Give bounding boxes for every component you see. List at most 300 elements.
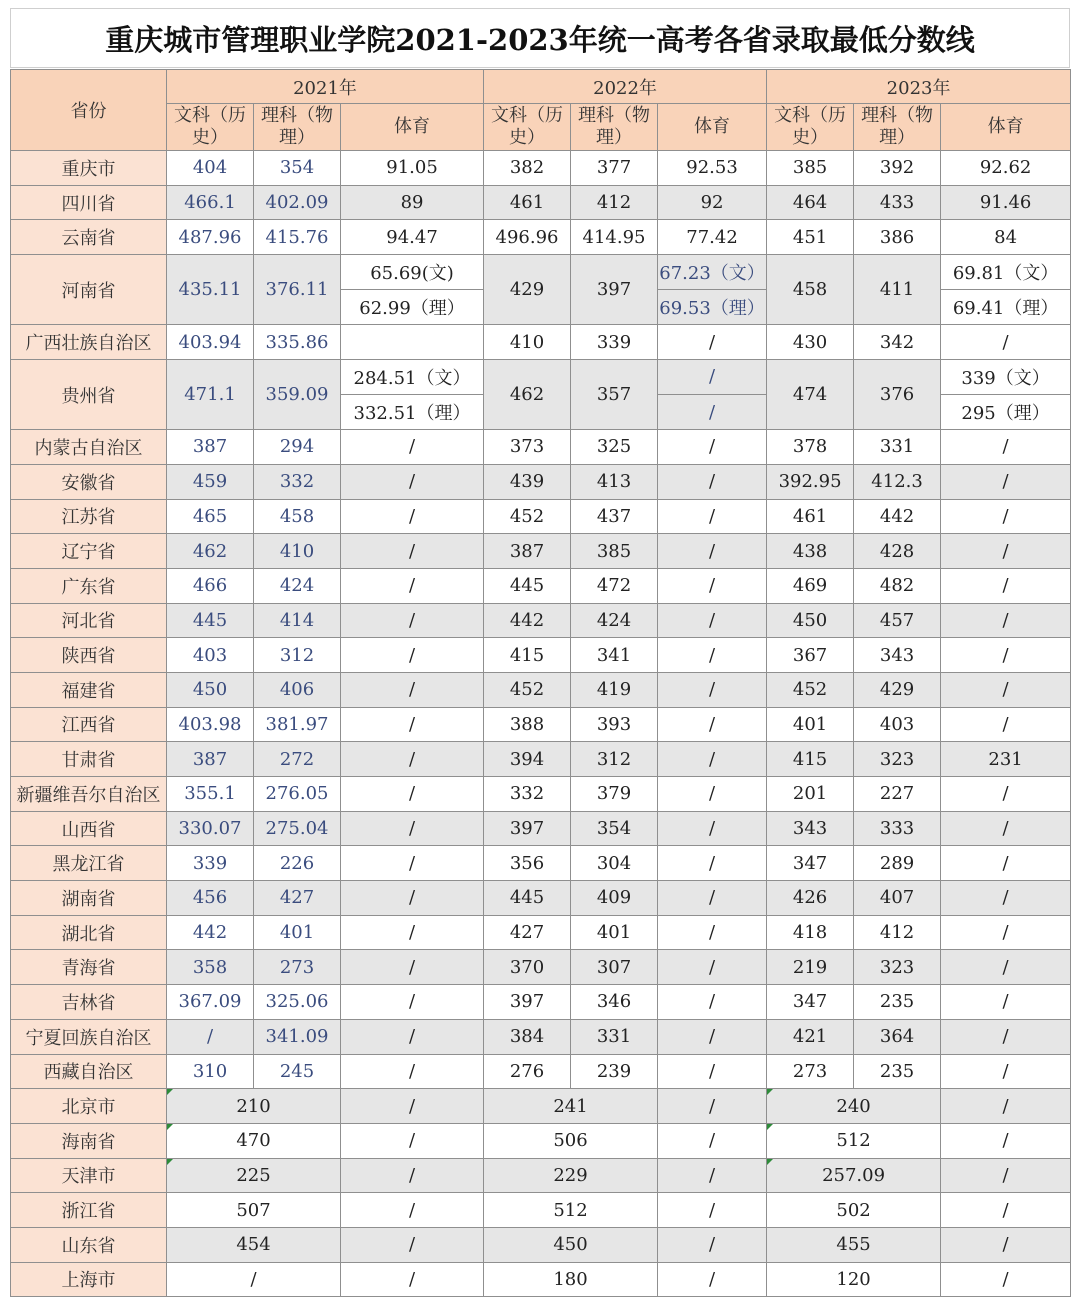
table-row — [11, 464, 1071, 499]
score-cell: 454 — [167, 1227, 341, 1262]
score-cell: 373 — [484, 430, 571, 465]
score-cell: 397 — [484, 985, 571, 1020]
score-cell: / — [341, 1158, 484, 1193]
score-cell: 471.1 — [167, 359, 254, 429]
score-cell: 414.95 — [571, 220, 658, 255]
score-cell: / — [658, 603, 767, 638]
province-cell: 江西省 — [11, 707, 167, 742]
score-cell: 455 — [767, 1227, 941, 1262]
score-cell: / — [658, 534, 767, 569]
score-cell: 339 — [167, 846, 254, 881]
score-cell: 457 — [854, 603, 941, 638]
score-cell: 69.41（理） — [941, 290, 1071, 325]
score-cell: / — [341, 534, 484, 569]
score-cell: 415 — [767, 742, 854, 777]
score-cell: 412 — [571, 185, 658, 220]
score-cell: 376.11 — [254, 255, 341, 325]
table-row — [11, 1227, 1071, 1262]
score-cell: 331 — [571, 1019, 658, 1054]
score-cell: 404 — [167, 151, 254, 186]
header-ty-2023: 体育 — [941, 104, 1071, 151]
score-cell: 451 — [767, 220, 854, 255]
score-cell: 370 — [484, 950, 571, 985]
score-cell: 330.07 — [167, 811, 254, 846]
score-cell: 227 — [854, 777, 941, 812]
table-row — [11, 1089, 1071, 1124]
province-cell: 贵州省 — [11, 359, 167, 429]
score-cell: 512 — [484, 1193, 658, 1228]
score-cell: / — [341, 1019, 484, 1054]
score-cell: 392.95 — [767, 464, 854, 499]
score-cell: 312 — [571, 742, 658, 777]
score-cell: 323 — [854, 950, 941, 985]
score-cell: 339 — [571, 325, 658, 360]
score-cell: 356 — [484, 846, 571, 881]
score-cell: / — [658, 464, 767, 499]
score-cell: 69.53（理） — [658, 290, 767, 325]
score-cell: / — [658, 811, 767, 846]
score-cell: / — [941, 707, 1071, 742]
score-cell: 464 — [767, 185, 854, 220]
score-cell: 437 — [571, 499, 658, 534]
table-row — [11, 638, 1071, 673]
score-cell: 429 — [854, 672, 941, 707]
score-cell: 403.94 — [167, 325, 254, 360]
score-cell: 241 — [484, 1089, 658, 1124]
score-cell: 466.1 — [167, 185, 254, 220]
province-cell: 山西省 — [11, 811, 167, 846]
score-cell: 229 — [484, 1158, 658, 1193]
score-cell: 240 — [767, 1089, 941, 1124]
score-cell: / — [941, 325, 1071, 360]
score-cell: 428 — [854, 534, 941, 569]
province-cell: 江苏省 — [11, 499, 167, 534]
score-cell: 67.23（文） — [658, 255, 767, 290]
score-cell: 332.51（理） — [341, 395, 484, 430]
province-cell: 山东省 — [11, 1227, 167, 1262]
score-cell: / — [658, 881, 767, 916]
score-cell: 257.09 — [767, 1158, 941, 1193]
score-cell: 384 — [484, 1019, 571, 1054]
score-cell: / — [941, 603, 1071, 638]
table-row — [11, 1158, 1071, 1193]
province-cell: 河南省 — [11, 255, 167, 325]
score-cell: 470 — [167, 1123, 341, 1158]
table-row — [11, 1123, 1071, 1158]
header-wen-2023: 文科（历史） — [767, 104, 854, 151]
table-row — [11, 777, 1071, 812]
table-row — [11, 255, 1071, 290]
score-cell: 379 — [571, 777, 658, 812]
score-cell: 458 — [767, 255, 854, 325]
score-cell: 325 — [571, 430, 658, 465]
province-cell: 云南省 — [11, 220, 167, 255]
province-cell: 湖北省 — [11, 915, 167, 950]
score-cell: 367.09 — [167, 985, 254, 1020]
score-cell: / — [167, 1019, 254, 1054]
score-cell: / — [658, 1054, 767, 1089]
score-cell: 506 — [484, 1123, 658, 1158]
score-cell: 382 — [484, 151, 571, 186]
score-cell: 354 — [571, 811, 658, 846]
score-cell: 426 — [767, 881, 854, 916]
score-cell: / — [658, 430, 767, 465]
score-cell: 487.96 — [167, 220, 254, 255]
score-cell: / — [341, 499, 484, 534]
score-cell: 347 — [767, 985, 854, 1020]
province-cell: 吉林省 — [11, 985, 167, 1020]
score-cell: / — [658, 1227, 767, 1262]
score-cell: 325.06 — [254, 985, 341, 1020]
score-cell: 502 — [767, 1193, 941, 1228]
score-cell: / — [941, 1262, 1071, 1297]
score-cell: 367 — [767, 638, 854, 673]
table-row — [11, 707, 1071, 742]
score-cell: 342 — [854, 325, 941, 360]
score-cell: / — [941, 1019, 1071, 1054]
score-cell: 335.86 — [254, 325, 341, 360]
score-cell: / — [941, 534, 1071, 569]
score-cell: / — [658, 672, 767, 707]
table-row — [11, 359, 1071, 394]
score-cell: 403.98 — [167, 707, 254, 742]
table-row — [11, 742, 1071, 777]
score-cell: 387 — [167, 742, 254, 777]
score-cell: 332 — [484, 777, 571, 812]
score-cell: 94.47 — [341, 220, 484, 255]
table-row — [11, 220, 1071, 255]
score-cell: / — [658, 325, 767, 360]
score-cell: 452 — [484, 499, 571, 534]
score-cell: 452 — [767, 672, 854, 707]
score-cell: / — [658, 846, 767, 881]
province-cell: 湖南省 — [11, 881, 167, 916]
header-wen-2022: 文科（历史） — [484, 104, 571, 151]
score-cell: 339（文） — [941, 359, 1071, 394]
score-cell: / — [341, 707, 484, 742]
score-cell: / — [341, 777, 484, 812]
score-cell: / — [658, 359, 767, 394]
province-cell: 重庆市 — [11, 151, 167, 186]
score-cell: / — [658, 1262, 767, 1297]
province-cell: 甘肃省 — [11, 742, 167, 777]
score-cell: 415.76 — [254, 220, 341, 255]
score-cell: / — [658, 777, 767, 812]
score-cell: / — [341, 811, 484, 846]
score-cell: 62.99（理） — [341, 290, 484, 325]
score-cell: 385 — [767, 151, 854, 186]
score-cell: 439 — [484, 464, 571, 499]
score-cell: 275.04 — [254, 811, 341, 846]
score-cell: / — [658, 638, 767, 673]
province-cell: 西藏自治区 — [11, 1054, 167, 1089]
table-row — [11, 846, 1071, 881]
page-title: 重庆城市管理职业学院2021-2023年统一高考各省录取最低分数线 — [10, 8, 1070, 68]
table-row — [11, 985, 1071, 1020]
score-cell: 407 — [854, 881, 941, 916]
score-cell: / — [341, 915, 484, 950]
score-cell: / — [658, 1123, 767, 1158]
province-cell: 黑龙江省 — [11, 846, 167, 881]
score-cell: 419 — [571, 672, 658, 707]
score-cell: 402.09 — [254, 185, 341, 220]
score-cell: 364 — [854, 1019, 941, 1054]
score-cell: 347 — [767, 846, 854, 881]
score-cell: / — [941, 1054, 1071, 1089]
score-cell: 273 — [254, 950, 341, 985]
score-cell: / — [341, 464, 484, 499]
score-cell: 307 — [571, 950, 658, 985]
score-cell: / — [658, 707, 767, 742]
province-cell: 河北省 — [11, 603, 167, 638]
score-cell: 450 — [767, 603, 854, 638]
score-cell: 442 — [854, 499, 941, 534]
score-cell: 424 — [571, 603, 658, 638]
score-cell: / — [341, 985, 484, 1020]
score-cell: 304 — [571, 846, 658, 881]
score-cell: 92.62 — [941, 151, 1071, 186]
score-cell: 496.96 — [484, 220, 571, 255]
table-row — [11, 811, 1071, 846]
score-cell: 245 — [254, 1054, 341, 1089]
score-cell: / — [941, 568, 1071, 603]
score-cell: 414 — [254, 603, 341, 638]
score-cell: 459 — [167, 464, 254, 499]
score-cell: 469 — [767, 568, 854, 603]
score-cell: 410 — [484, 325, 571, 360]
score-cell: 445 — [484, 881, 571, 916]
header-year-2021: 2021年 — [167, 70, 484, 104]
score-cell: / — [941, 672, 1071, 707]
score-cell: 442 — [484, 603, 571, 638]
score-cell: / — [341, 846, 484, 881]
score-cell: 412.3 — [854, 464, 941, 499]
province-cell: 宁夏回族自治区 — [11, 1019, 167, 1054]
score-cell: 84 — [941, 220, 1071, 255]
score-cell: 210 — [167, 1089, 341, 1124]
province-cell: 四川省 — [11, 185, 167, 220]
score-cell: 418 — [767, 915, 854, 950]
table-row — [11, 672, 1071, 707]
score-cell: / — [658, 985, 767, 1020]
score-cell: 239 — [571, 1054, 658, 1089]
table-row — [11, 430, 1071, 465]
table-row — [11, 881, 1071, 916]
province-cell: 广西壮族自治区 — [11, 325, 167, 360]
score-cell: 461 — [484, 185, 571, 220]
score-cell: / — [941, 881, 1071, 916]
score-cell: 180 — [484, 1262, 658, 1297]
header-li-2022: 理科（物理） — [571, 104, 658, 151]
table-row — [11, 1019, 1071, 1054]
score-cell: / — [341, 950, 484, 985]
header-li-2023: 理科（物理） — [854, 104, 941, 151]
score-cell: / — [941, 985, 1071, 1020]
header-ty-2021: 体育 — [341, 104, 484, 151]
score-cell: 421 — [767, 1019, 854, 1054]
score-cell: 91.46 — [941, 185, 1071, 220]
province-cell: 广东省 — [11, 568, 167, 603]
score-cell: 235 — [854, 1054, 941, 1089]
score-cell: / — [658, 742, 767, 777]
score-cell: 430 — [767, 325, 854, 360]
score-cell: 387 — [484, 534, 571, 569]
header-province: 省份 — [11, 70, 167, 151]
score-cell: / — [658, 1158, 767, 1193]
score-cell: 397 — [484, 811, 571, 846]
table-row — [11, 185, 1071, 220]
table-row — [11, 915, 1071, 950]
score-cell: / — [941, 430, 1071, 465]
province-cell: 浙江省 — [11, 1193, 167, 1228]
header-year-2022: 2022年 — [484, 70, 767, 104]
score-cell: / — [341, 1089, 484, 1124]
province-cell: 安徽省 — [11, 464, 167, 499]
score-cell: 394 — [484, 742, 571, 777]
province-cell: 青海省 — [11, 950, 167, 985]
score-cell: / — [941, 499, 1071, 534]
admission-score-table — [10, 69, 1071, 1297]
score-cell: 312 — [254, 638, 341, 673]
score-cell: 427 — [484, 915, 571, 950]
score-cell: 289 — [854, 846, 941, 881]
score-cell: 450 — [484, 1227, 658, 1262]
score-cell: 354 — [254, 151, 341, 186]
table-row — [11, 499, 1071, 534]
header-year-2023: 2023年 — [767, 70, 1071, 104]
table-row — [11, 534, 1071, 569]
score-cell: 231 — [941, 742, 1071, 777]
score-cell: / — [341, 638, 484, 673]
score-cell: 226 — [254, 846, 341, 881]
score-cell: / — [341, 1054, 484, 1089]
province-cell: 海南省 — [11, 1123, 167, 1158]
score-cell: 77.42 — [658, 220, 767, 255]
score-cell — [341, 325, 484, 360]
score-cell: / — [658, 1019, 767, 1054]
score-cell: 466 — [167, 568, 254, 603]
province-cell: 上海市 — [11, 1262, 167, 1297]
header-wen-2021: 文科（历史） — [167, 104, 254, 151]
score-cell: 403 — [167, 638, 254, 673]
score-cell: / — [341, 1123, 484, 1158]
score-cell: 409 — [571, 881, 658, 916]
score-cell: 438 — [767, 534, 854, 569]
score-cell: 393 — [571, 707, 658, 742]
score-cell: 294 — [254, 430, 341, 465]
score-cell: / — [941, 846, 1071, 881]
score-cell: / — [941, 915, 1071, 950]
score-cell: / — [658, 950, 767, 985]
score-cell: / — [658, 499, 767, 534]
score-cell: 512 — [767, 1123, 941, 1158]
score-cell: / — [658, 1089, 767, 1124]
score-cell: / — [941, 464, 1071, 499]
score-cell: 403 — [854, 707, 941, 742]
score-cell: 474 — [767, 359, 854, 429]
score-cell: / — [941, 638, 1071, 673]
score-cell: 346 — [571, 985, 658, 1020]
score-cell: 92.53 — [658, 151, 767, 186]
score-cell: 89 — [341, 185, 484, 220]
table-row — [11, 950, 1071, 985]
score-cell: 91.05 — [341, 151, 484, 186]
score-cell: 359.09 — [254, 359, 341, 429]
score-cell: 120 — [767, 1262, 941, 1297]
score-cell: 445 — [167, 603, 254, 638]
score-cell: / — [941, 1158, 1071, 1193]
score-cell: 276.05 — [254, 777, 341, 812]
score-cell: 410 — [254, 534, 341, 569]
score-cell: / — [941, 811, 1071, 846]
score-cell: / — [658, 1193, 767, 1228]
score-cell: 415 — [484, 638, 571, 673]
score-cell: 462 — [484, 359, 571, 429]
score-cell: 343 — [767, 811, 854, 846]
score-cell: 401 — [767, 707, 854, 742]
score-cell: 276 — [484, 1054, 571, 1089]
score-cell: 341.09 — [254, 1019, 341, 1054]
score-cell: 427 — [254, 881, 341, 916]
score-cell: 272 — [254, 742, 341, 777]
score-cell: 357 — [571, 359, 658, 429]
score-cell: 411 — [854, 255, 941, 325]
score-cell: 458 — [254, 499, 341, 534]
score-cell: / — [341, 1262, 484, 1297]
score-cell: / — [167, 1262, 341, 1297]
score-cell: / — [341, 881, 484, 916]
score-cell: 392 — [854, 151, 941, 186]
score-cell: 235 — [854, 985, 941, 1020]
score-cell: / — [341, 568, 484, 603]
score-cell: 461 — [767, 499, 854, 534]
score-cell: / — [341, 672, 484, 707]
score-cell: 433 — [854, 185, 941, 220]
score-cell: / — [941, 1193, 1071, 1228]
score-cell: / — [341, 1193, 484, 1228]
score-cell: 507 — [167, 1193, 341, 1228]
score-cell: 65.69(文) — [341, 255, 484, 290]
score-cell: 376 — [854, 359, 941, 429]
score-cell: / — [941, 777, 1071, 812]
score-cell: 201 — [767, 777, 854, 812]
score-cell: 442 — [167, 915, 254, 950]
score-cell: 429 — [484, 255, 571, 325]
score-cell: / — [341, 742, 484, 777]
score-cell: 412 — [854, 915, 941, 950]
score-cell: 332 — [254, 464, 341, 499]
score-cell: 341 — [571, 638, 658, 673]
score-cell: / — [341, 603, 484, 638]
score-cell: 284.51（文） — [341, 359, 484, 394]
province-cell: 辽宁省 — [11, 534, 167, 569]
score-cell: 355.1 — [167, 777, 254, 812]
score-cell: 219 — [767, 950, 854, 985]
score-cell: 397 — [571, 255, 658, 325]
province-cell: 北京市 — [11, 1089, 167, 1124]
score-cell: 69.81（文） — [941, 255, 1071, 290]
score-cell: 465 — [167, 499, 254, 534]
province-cell: 内蒙古自治区 — [11, 430, 167, 465]
score-cell: 452 — [484, 672, 571, 707]
score-cell: 343 — [854, 638, 941, 673]
score-cell: / — [941, 1227, 1071, 1262]
score-cell: 385 — [571, 534, 658, 569]
score-cell: 413 — [571, 464, 658, 499]
score-cell: 406 — [254, 672, 341, 707]
score-cell: 378 — [767, 430, 854, 465]
score-cell: 310 — [167, 1054, 254, 1089]
